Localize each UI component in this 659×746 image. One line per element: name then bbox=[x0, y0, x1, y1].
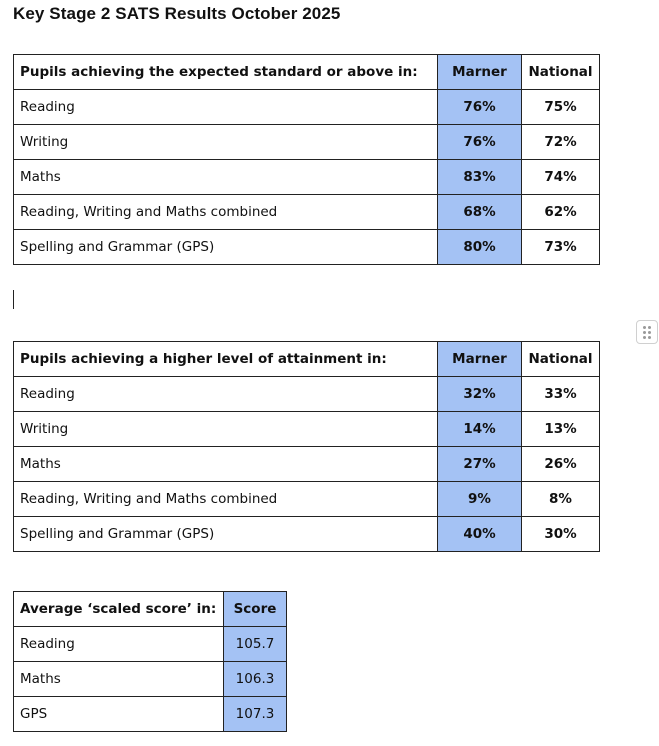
header-label: Pupils achieving a higher level of attainment in: bbox=[14, 342, 438, 377]
table-row bbox=[14, 125, 600, 160]
drag-dot bbox=[648, 336, 651, 339]
drag-dot bbox=[648, 326, 651, 329]
subject-cell: Reading bbox=[14, 377, 438, 412]
subject-cell: Reading, Writing and Maths combined bbox=[14, 195, 438, 230]
marner-value: 83% bbox=[438, 160, 522, 195]
subject-cell: Reading, Writing and Maths combined bbox=[14, 482, 438, 517]
table-row bbox=[14, 697, 287, 732]
table-header-row bbox=[14, 342, 600, 377]
header-national: National bbox=[522, 55, 600, 90]
national-value: 30% bbox=[522, 517, 600, 552]
header-marner: Marner bbox=[438, 342, 522, 377]
national-value: 33% bbox=[522, 377, 600, 412]
table-row bbox=[14, 482, 600, 517]
marner-value: 68% bbox=[438, 195, 522, 230]
drag-dot bbox=[643, 331, 646, 334]
subject-cell: Maths bbox=[14, 447, 438, 482]
score-value: 107.3 bbox=[224, 697, 287, 732]
national-value: 26% bbox=[522, 447, 600, 482]
subject-cell: Maths bbox=[14, 662, 224, 697]
expected-standard-table bbox=[13, 54, 600, 265]
table-header-row bbox=[14, 55, 600, 90]
marner-value: 40% bbox=[438, 517, 522, 552]
marner-value: 32% bbox=[438, 377, 522, 412]
marner-value: 76% bbox=[438, 125, 522, 160]
text-cursor[interactable] bbox=[13, 290, 14, 309]
table-row bbox=[14, 627, 287, 662]
header-marner: Marner bbox=[438, 55, 522, 90]
table-row bbox=[14, 377, 600, 412]
table-header-row bbox=[14, 592, 287, 627]
table-row bbox=[14, 412, 600, 447]
header-label: Pupils achieving the expected standard or above in: bbox=[14, 55, 438, 90]
subject-cell: Writing bbox=[14, 125, 438, 160]
subject-cell: Spelling and Grammar (GPS) bbox=[14, 230, 438, 265]
table-row bbox=[14, 90, 600, 125]
table-row bbox=[14, 517, 600, 552]
national-value: 73% bbox=[522, 230, 600, 265]
header-score: Score bbox=[224, 592, 287, 627]
page-title: Key Stage 2 SATS Results October 2025 bbox=[13, 4, 341, 23]
marner-value: 80% bbox=[438, 230, 522, 265]
national-value: 75% bbox=[522, 90, 600, 125]
subject-cell: Spelling and Grammar (GPS) bbox=[14, 517, 438, 552]
national-value: 8% bbox=[522, 482, 600, 517]
header-national: National bbox=[522, 342, 600, 377]
national-value: 74% bbox=[522, 160, 600, 195]
drag-handle-icon[interactable] bbox=[636, 320, 658, 344]
drag-dot bbox=[643, 336, 646, 339]
marner-value: 27% bbox=[438, 447, 522, 482]
table-row bbox=[14, 447, 600, 482]
scaled-score-table bbox=[13, 591, 287, 732]
subject-cell: Maths bbox=[14, 160, 438, 195]
table-row bbox=[14, 195, 600, 230]
header-label: Average ‘scaled score’ in: bbox=[14, 592, 224, 627]
drag-dot bbox=[648, 331, 651, 334]
subject-cell: Writing bbox=[14, 412, 438, 447]
marner-value: 9% bbox=[438, 482, 522, 517]
subject-cell: GPS bbox=[14, 697, 224, 732]
table-row bbox=[14, 230, 600, 265]
score-value: 106.3 bbox=[224, 662, 287, 697]
national-value: 62% bbox=[522, 195, 600, 230]
subject-cell: Reading bbox=[14, 627, 224, 662]
score-value: 105.7 bbox=[224, 627, 287, 662]
higher-attainment-table bbox=[13, 341, 600, 552]
marner-value: 76% bbox=[438, 90, 522, 125]
table-row bbox=[14, 160, 600, 195]
marner-value: 14% bbox=[438, 412, 522, 447]
national-value: 72% bbox=[522, 125, 600, 160]
drag-dot bbox=[643, 326, 646, 329]
subject-cell: Reading bbox=[14, 90, 438, 125]
national-value: 13% bbox=[522, 412, 600, 447]
table-row bbox=[14, 662, 287, 697]
